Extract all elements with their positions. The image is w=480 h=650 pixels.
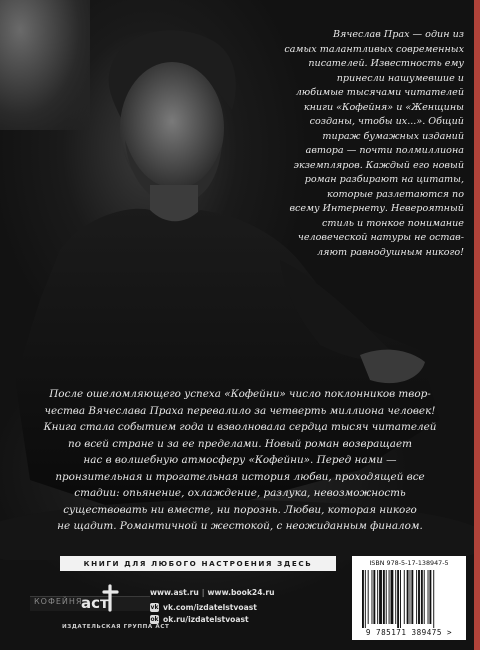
bio-line: стиль и тонкое понимание	[322, 217, 464, 229]
bio-line: автора — почти полмиллиона	[305, 145, 464, 156]
blurb-line: пронзительная и трогательная история любви, проходящей все	[55, 470, 425, 483]
blurb-line: по всей стране и за ее пределами. Новый роман возвращает	[68, 437, 412, 450]
bio-line: книги «Кофейня» и «Женщины	[303, 101, 464, 113]
barcode-bar	[373, 570, 375, 624]
bio-line: Вячеслав Прах — один из	[332, 29, 464, 40]
barcode-bar	[377, 570, 378, 624]
bio-line: всему Интернету. Невероятный	[289, 203, 464, 214]
barcode-bar	[428, 570, 429, 624]
bio-line: которые разлетаются по	[326, 188, 464, 200]
barcode-bar	[379, 570, 382, 624]
book-spine-label: КОФЕЙНЯ	[34, 597, 83, 606]
blurb-line: После ошеломляющего успеха «Кофейни» число поклонников твор-	[49, 388, 431, 400]
barcode-bar	[389, 570, 390, 624]
link-separator: |	[201, 588, 205, 597]
tagline-bar	[60, 556, 336, 571]
barcode-bar	[368, 570, 369, 624]
barcode-bar	[407, 570, 409, 624]
bio-line: любимые тысячами читателей	[295, 87, 464, 98]
barcode-digits: 9 785171 389475 >	[365, 628, 453, 637]
barcode-bar	[421, 570, 423, 624]
barcode-bar	[397, 570, 399, 628]
barcode-bar	[391, 570, 394, 624]
barcode-bar	[365, 570, 366, 628]
barcode-bar	[372, 570, 373, 624]
blurb-line: не щадит. Романтичной и жестокой, с неожиданным финалом.	[57, 520, 423, 532]
barcode-bar	[395, 570, 396, 624]
tagline-text: КНИГИ ДЛЯ ЛЮБОГО НАСТРОЕНИЯ ЗДЕСЬ	[83, 559, 313, 568]
bio-line: ляют равнодушным никого!	[317, 246, 464, 258]
book24-site-link[interactable]: www.book24.ru	[207, 588, 275, 597]
isbn-text: ISBN 978-5-17-138947-5	[369, 559, 449, 567]
barcode-bar	[429, 570, 431, 624]
ok-link[interactable]: ok.ru/izdatelstvoast	[163, 615, 249, 624]
bio-line: самых талантливых современных	[284, 43, 464, 55]
barcode	[360, 570, 460, 628]
vk-link-row[interactable]	[150, 603, 257, 612]
barcode-box	[352, 556, 466, 640]
cross-logo-icon	[80, 584, 124, 612]
blurb-line: стадии: опьянение, охлаждение, разлука, невозможность	[74, 487, 406, 499]
book-blurb	[20, 386, 460, 535]
blurb-line: нас в волшебную атмосферу «Кофейни». Перед нами —	[83, 454, 397, 466]
publisher-name: ИЗДАТЕЛЬСКАЯ ГРУППА АСТ	[62, 624, 170, 630]
bio-line: роман разбирают на цитаты,	[304, 174, 464, 185]
barcode-bar	[400, 570, 401, 628]
barcode-bar	[410, 570, 411, 624]
bio-line: писателей. Известность ему	[308, 58, 464, 69]
barcode-bar	[386, 570, 387, 624]
barcode-bar	[433, 570, 434, 628]
blurb-line: чества Вячеслава Праха перевалило за четверть миллиона человек!	[44, 404, 436, 417]
barcode-bar	[404, 570, 405, 624]
ok-icon: ok	[150, 616, 159, 623]
vk-icon: vk	[150, 604, 159, 611]
barcode-bar	[416, 570, 417, 624]
blurb-line: существовать ни вместе, ни порознь. Любви, которая никого	[63, 503, 417, 516]
accent-strip	[474, 0, 480, 650]
ok-link-row[interactable]	[150, 615, 249, 624]
web-links	[150, 588, 275, 597]
publisher-logo-text: аст	[81, 594, 109, 612]
barcode-bar	[418, 570, 420, 624]
barcode-bar	[383, 570, 385, 624]
bio-line: тираж бумажных изданий	[322, 130, 464, 142]
ast-site-link[interactable]: www.ast.ru	[150, 588, 199, 597]
bio-line: принесли нашумевшие и	[336, 72, 464, 84]
bio-line: созданы, чтобы их...». Общий	[309, 116, 464, 127]
blurb-line: Книга стала событием года и взволновала сердца тысяч читателей	[43, 421, 437, 433]
author-bio	[234, 28, 464, 260]
vk-link[interactable]: vk.com/izdatelstvoast	[163, 603, 257, 612]
barcode-bar	[411, 570, 413, 624]
barcode-bar	[362, 570, 364, 628]
barcode-bar	[424, 570, 425, 624]
bio-line: человеческой натуры не остав-	[297, 232, 464, 243]
bio-line: экземпляров. Каждый его новый	[293, 159, 464, 171]
